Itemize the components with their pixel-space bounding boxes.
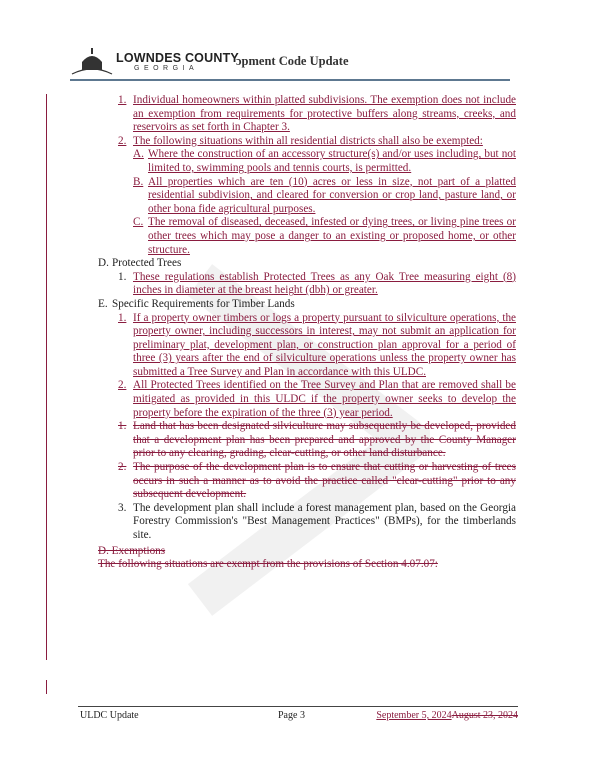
item-text: If a property owner timbers or logs a property pursuant to silviculture operations, the property owner, including successors in interest, may not submit an application for preliminary plat, development plan, or construction plan approval for a period of three (3) years after the end of silviculture operations unless the property owner has submitted a Tree Survey and Plan in accordance with this ULDC. [133,311,516,378]
item-text: The development plan shall include a forest management plan, based on the Georgia Forestry Commission's "Best Management Practices" (BMPs), for the timberlands site. [133,501,516,541]
page-header [70,46,512,82]
page-number: Page 3 [278,710,305,721]
section-letter: E. [98,297,108,310]
item-text: All properties which are ten (10) acres or less in size, not part of a platted residential subdivision, and cleared for conversion or crop land, pasture land, or other bona fide agricultural purposes. [148,175,516,215]
document-title: ɔpment Code Update [236,54,349,68]
item-text: Land that has been designated silviculture may subsequently be developed, provided that a development plan has been prepared and approved by the County Manager prior to any clearing, grading, clear-cutting, or other land disturbance. [133,420,516,460]
item-number: 1. [118,311,127,324]
item-number: C. [133,216,144,229]
courthouse-dome-logo-icon [70,46,114,76]
date-deleted: August 23, 2024 [451,710,518,721]
page-footer [78,706,518,721]
section-heading [98,298,516,312]
item-text: All Protected Trees identified on the Tree Survey and Plan that are removed shall be mitigated as provided in this ULDC if the property owner seeks to develop the property before the expiration of the three (3) year period. [133,379,516,419]
list-item [133,216,516,257]
list-item [133,176,516,217]
section-title: Protected Trees [112,257,182,270]
item-number: 2. [118,134,127,147]
list-item [118,271,516,298]
section-heading [98,257,516,271]
item-text: The purpose of the development plan is to ensure that cutting or harvesting of trees occurs in such a manner as to avoid the practice called "clear-cutting" prior to any subsequent development. [133,461,516,501]
item-text: The following situations within all residential districts shall also be exempted: [133,134,483,147]
item-text: These regulations establish Protected Trees as any Oak Tree measuring eight (8) inches in diameter at the breast height (dbh) or greater. [133,270,516,297]
org-name: LOWNDES COUNTY [116,51,239,65]
deleted-list-item [118,461,516,502]
item-text: Where the construction of an accessory structure(s) and/or uses including, but not limited to, swimming pools and tennis courts, is permitted. [148,148,516,174]
item-number: B. [133,175,144,188]
item-number: 1. [118,420,127,433]
change-bar [46,94,47,660]
item-number: 2. [118,461,127,474]
list-item [118,135,516,149]
org-state: GEORGIA [134,65,199,72]
item-number: 1. [118,94,127,106]
document-body [98,94,516,572]
list-item [133,148,516,175]
item-number: 2. [118,379,127,392]
item-number: A. [133,148,144,161]
item-text: Individual homeowners within platted subdivisions. The exemption does not include an exemption from requirements for protective buffers along streams, creeks, and reservoirs as set forth in Chapter 3. [133,94,516,134]
list-item [118,379,516,420]
footer-date [376,710,518,721]
item-number: 3. [118,501,127,514]
change-bar [46,680,47,694]
section-letter: D. [98,257,109,270]
date-inserted: September 5, 2024 [376,710,452,721]
section-title: Specific Requirements for Timber Lands [112,297,295,310]
list-item [118,502,516,543]
header-rule [70,79,510,81]
list-item [118,94,516,135]
item-text: The removal of diseased, deceased, infested or dying trees, or living pine trees or other trees which may pose a danger to an existing or proposed home, or other structure. [148,216,516,256]
deleted-list-item [118,420,516,461]
deleted-heading: D. Exemptions [98,544,166,557]
footer-doc-name: ULDC Update [80,710,139,721]
list-item [118,312,516,380]
item-number: 1. [118,270,127,283]
deleted-paragraph: The following situations are exempt from the provisions of Section 4.07.07: [98,558,438,571]
